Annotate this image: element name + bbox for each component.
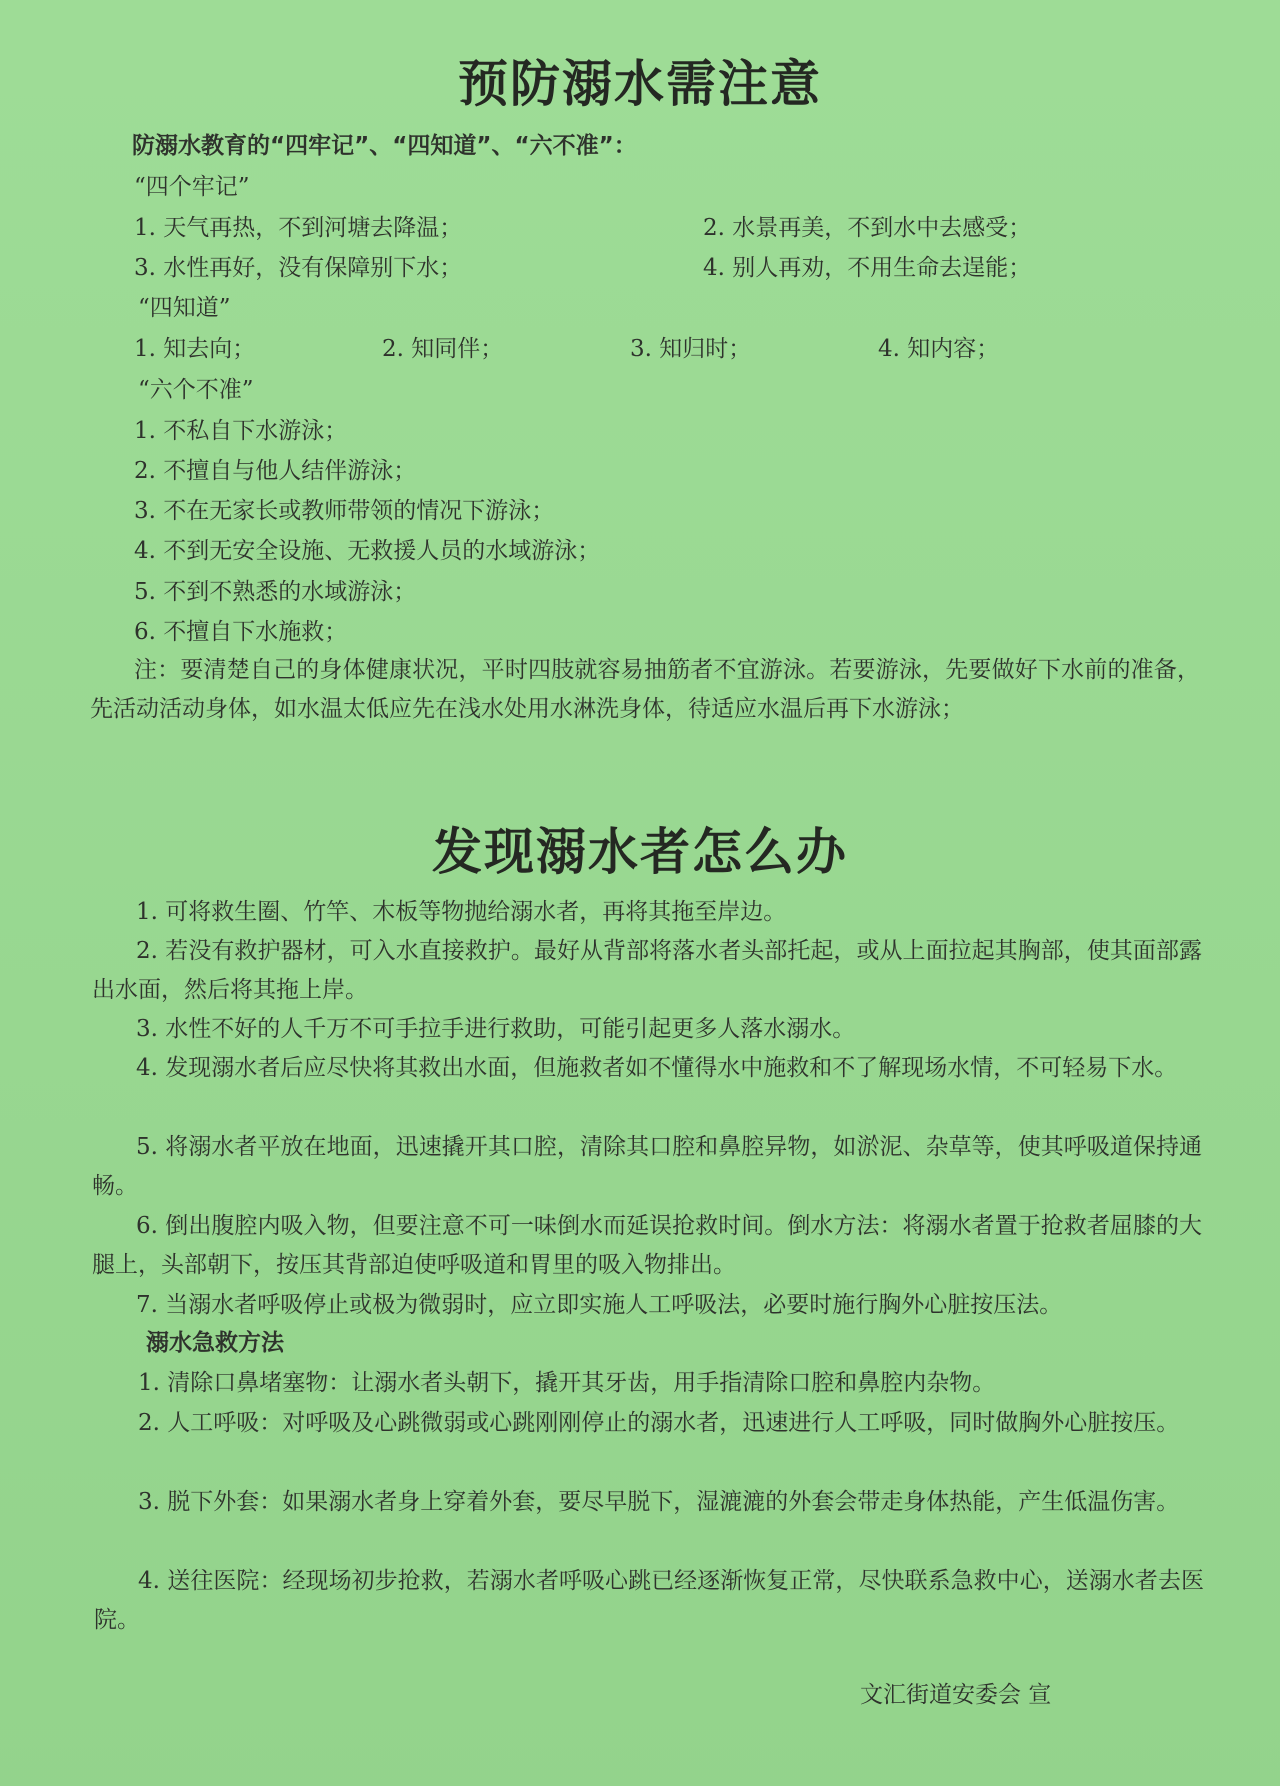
- first-aid-item: 4. 送往医院：经现场初步抢救，若溺水者呼吸心跳已经逐渐恢复正常，尽快联系急救中心，送溺水者去医院。: [94, 1568, 1204, 1633]
- rescue-step: 7. 当溺水者呼吸停止或极为微弱时，应立即实施人工呼吸法，必要时施行胸外心脏按压法。: [136, 1292, 1063, 1318]
- rescue-step: 3. 水性不好的人千万不可手拉手进行救助，可能引起更多人落水溺水。: [136, 1016, 856, 1042]
- four-remember-item: 2. 水景再美，不到水中去感受；: [703, 215, 1032, 241]
- four-know-item: 3. 知归时；: [630, 336, 752, 362]
- four-know-item: 2. 知同伴；: [382, 336, 504, 362]
- four-know-item: 4. 知内容；: [878, 336, 1000, 362]
- six-not-item: 1. 不私自下水游泳；: [134, 418, 348, 444]
- four-remember-item: 1. 天气再热，不到河塘去降温；: [134, 215, 463, 241]
- four-know-heading: “四知道”: [138, 295, 231, 321]
- four-remember-heading: “四个牢记”: [134, 174, 250, 200]
- six-not-item: 2. 不擅自与他人结伴游泳；: [134, 458, 417, 484]
- six-not-item: 6. 不擅自下水施救；: [134, 619, 348, 645]
- first-aid-heading: 溺水急救方法: [146, 1330, 284, 1356]
- intro-heading: 防溺水教育的“四牢记”、“四知道”、“六不准”：: [132, 133, 637, 159]
- six-not-item: 3. 不在无家长或教师带领的情况下游泳；: [134, 498, 555, 524]
- note-paragraph: 注：要清楚自己的身体健康状况，平时四肢就容易抽筋者不宜游泳。若要游泳，先要做好下水前的准备，先活动活动身体，如水温太低应先在浅水处用水淋洗身体，待适应水温后再下水游泳；: [90, 657, 1200, 722]
- first-aid-item: 3. 脱下外套：如果溺水者身上穿着外套，要尽早脱下，湿漉漉的外套会带走身体热能，产生低温伤害。: [138, 1489, 1180, 1515]
- six-not-item: 4. 不到无安全设施、无救援人员的水域游泳；: [134, 538, 601, 564]
- section-title: 发现溺水者怎么办: [432, 822, 848, 881]
- four-know-item: 1. 知去向；: [134, 336, 256, 362]
- six-not-item: 5. 不到不熟悉的水域游泳；: [134, 579, 417, 605]
- four-remember-item: 4. 别人再劝，不用生命去逞能；: [703, 255, 1032, 281]
- four-remember-item: 3. 水性再好，没有保障别下水；: [134, 255, 463, 281]
- first-aid-item: 1. 清除口鼻堵塞物：让溺水者头朝下，撬开其牙齿，用手指清除口腔和鼻腔内杂物。: [138, 1370, 996, 1396]
- signature: 文汇街道安委会 宣: [860, 1682, 1052, 1708]
- first-aid-item: 2. 人工呼吸：对呼吸及心跳微弱或心跳刚刚停止的溺水者，迅速进行人工呼吸，同时做胸外心脏按压。: [138, 1410, 1180, 1436]
- rescue-step: 6. 倒出腹腔内吸入物，但要注意不可一味倒水而延误抢救时间。倒水方法：将溺水者置于抢救者屈膝的大腿上，头部朝下，按压其背部迫使呼吸道和胃里的吸入物排出。: [92, 1213, 1202, 1278]
- rescue-step: 4. 发现溺水者后应尽快将其救出水面，但施救者如不懂得水中施救和不了解现场水情，不可轻易下水。: [136, 1055, 1178, 1081]
- rescue-step: 2. 若没有救护器材，可入水直接救护。最好从背部将落水者头部托起，或从上面拉起其胸部，使其面部露出水面，然后将其拖上岸。: [92, 938, 1202, 1003]
- six-not-heading: “六个不准”: [138, 377, 254, 403]
- rescue-step: 5. 将溺水者平放在地面，迅速撬开其口腔，清除其口腔和鼻腔异物，如淤泥、杂草等，使其呼吸道保持通畅。: [92, 1134, 1202, 1199]
- main-title: 预防溺水需注意: [458, 54, 822, 113]
- rescue-step: 1. 可将救生圈、竹竿、木板等物抛给溺水者，再将其拖至岸边。: [136, 899, 787, 925]
